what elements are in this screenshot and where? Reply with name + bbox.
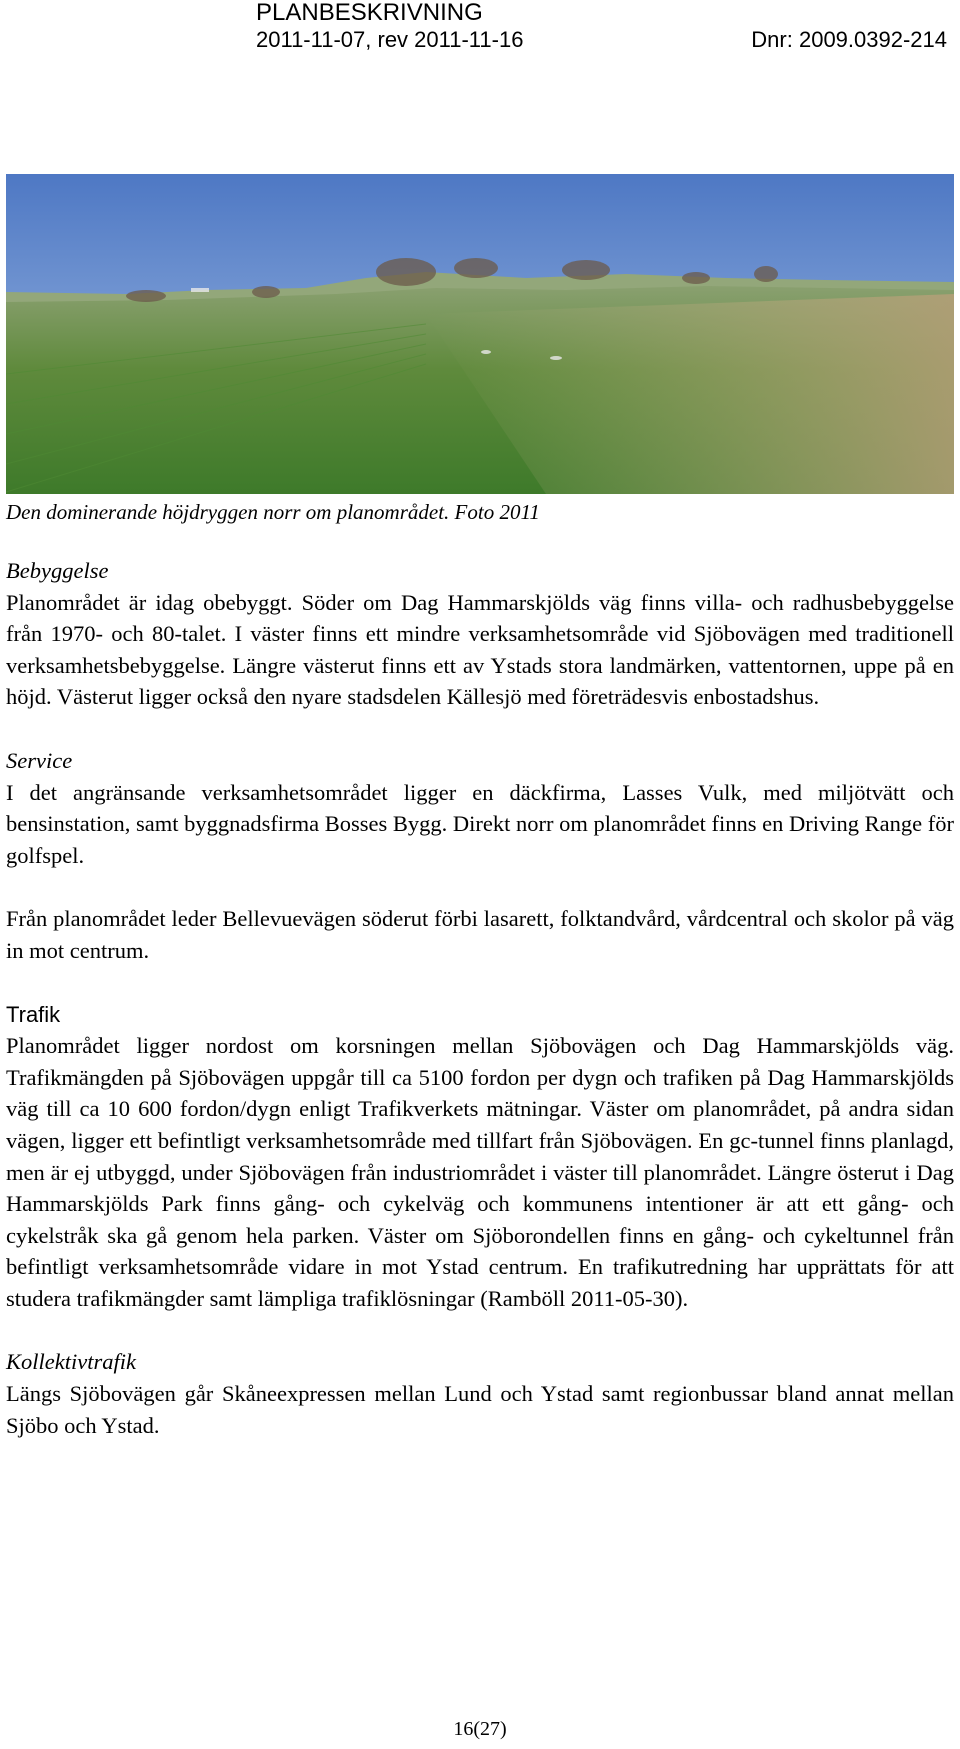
trafik-paragraph: Planområdet ligger nordost om korsningen mellan Sjöbovägen och Dag Hammarskjölds väg. Trafikmängden på Sjöbovägen uppgår till ca 5100 fordon per dygn och trafiken på Dag Hammarskjölds väg till ca 10 600 fordon/dygn enligt Trafikverkets mätningar. Väster om planområdet, på andra sidan vägen, ligger ett befintligt verksamhetsområde med tillfart från Sjöbovägen. En gc-tunnel finns planlagd, men är ej utbyggd, under Sjöbovägen från industriområdet i väster till planområdet. Längre österut i Dag Hammarskjölds Park finns gång- och cykelväg och kommunens intentioner är att ett gång- och cykelstråk ska gå genom hela parken. Väster om Sjöborondellen finns en gång- och cykeltunnel från befintligt verksamhetsområde vidare in mot Ystad centrum. En trafikutredning har upprättats för att studera trafikmängder samt lämpliga trafiklösningar (Ramböll 2011-05-30). — [6, 1033, 954, 1311]
header-dnr: Dnr: 2009.0392-214 — [751, 27, 947, 52]
document-body — [6, 555, 954, 1441]
service-paragraph-1: I det angränsande verksamhetsområdet ligger en däckfirma, Lasses Vulk, med miljötvätt och bensinstation, samt byggnadsfirma Bosses Bygg. Direkt norr om planområdet finns en Driving Range för golfspel. — [6, 779, 954, 868]
header-title: PLANBESKRIVNING — [256, 0, 483, 26]
section-heading-service: Service — [6, 747, 73, 773]
landscape-photo — [6, 174, 954, 494]
kollektivtrafik-paragraph: Längs Sjöbovägen går Skåneexpressen mellan Lund och Ystad samt regionbussar bland annat mellan Sjöbo och Ystad. — [6, 1381, 954, 1438]
photo-caption: Den dominerande höjdryggen norr om planområdet. Foto 2011 — [6, 500, 540, 524]
page-number: 16(27) — [453, 1718, 507, 1740]
bebyggelse-paragraph: Planområdet är idag obebyggt. Söder om Dag Hammarskjölds väg finns villa- och radhusbebyggelse från 1970- och 80-talet. I väster finns ett mindre verksamhetsområde vid Sjöbovägen med traditionell verksamhetsbebyggelse. Längre västerut finns ett av Ystads stora landmärken, vattentornen, uppe på en höjd. Västerut ligger också den nyare stadsdelen Källesjö med företrädesvis enbostadshus. — [6, 589, 954, 710]
section-heading-bebyggelse: Bebyggelse — [6, 558, 109, 583]
service-paragraph-2: Från planområdet leder Bellevuevägen söderut förbi lasarett, folktandvård, vårdcentral och skolor på väg in mot centrum. — [6, 906, 954, 963]
section-heading-kollektivtrafik: Kollektivtrafik — [6, 1349, 136, 1375]
header-date: 2011-11-07, rev 2011-11-16 — [256, 27, 524, 52]
section-heading-trafik: Trafik — [6, 1001, 61, 1027]
